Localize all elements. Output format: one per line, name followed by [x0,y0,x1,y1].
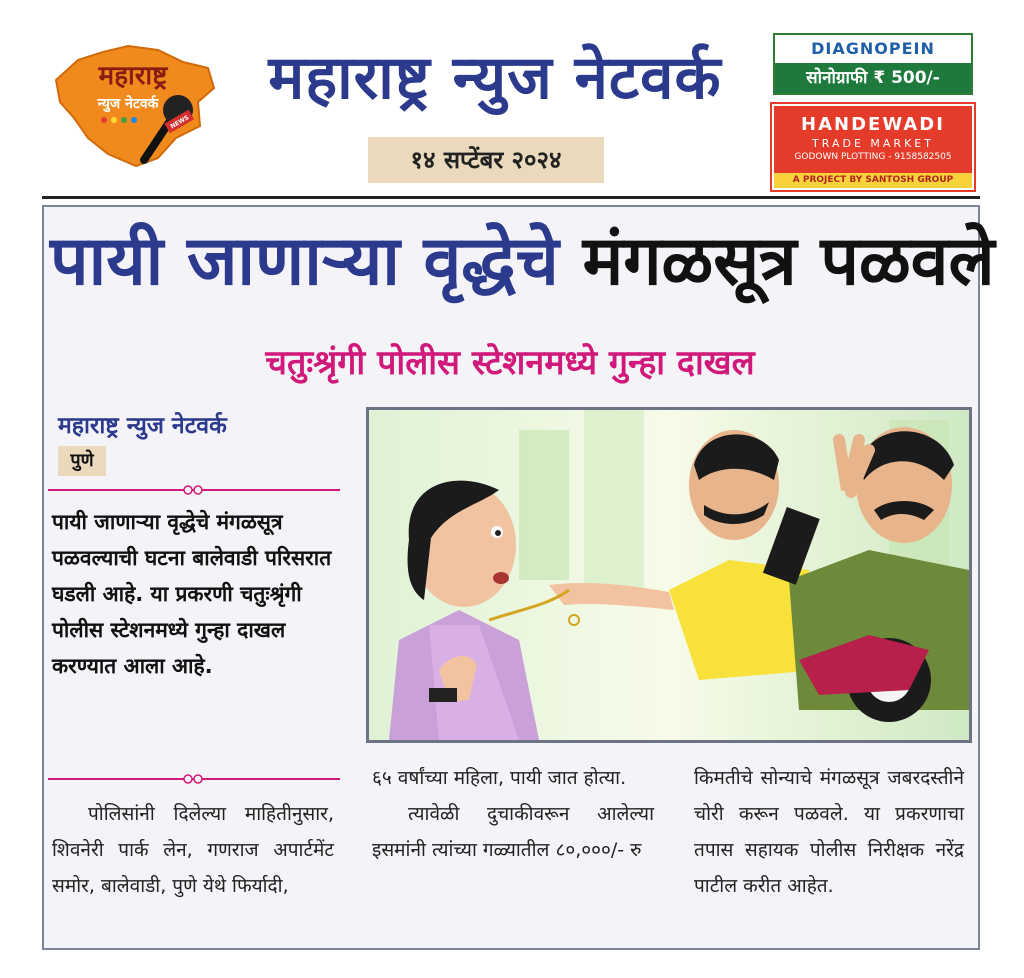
headline-part-1: पायी जाणाऱ्या वृद्धेचे [50,222,559,301]
article-column-2 [372,760,654,868]
column-2-paragraph-2: त्यावेळी दुचाकीवरून आलेल्या इसमांनी त्यांच्या गळ्यातील ८०,०००/- रु [372,803,654,861]
ad-handewadi-name: HANDEWADI [801,114,945,135]
article-subheadline: चतुःश्रृंगी पोलीस स्टेशनमध्ये गुन्हा दाखल [265,343,755,383]
ornament-divider-bottom [48,770,340,782]
headline-part-2: मंगळसूत्र पळवले [582,222,995,301]
logo-subtitle-text: न्युज नेटवर्क [97,96,159,112]
column-1-paragraph: पोलिसांनी दिलेल्या माहितीनुसार, शिवनेरी पार्क लेन, गणराज अपार्टमेंट समोर, बालेवाडी, पुणे येथे फिर्यादी, [52,803,334,897]
article-byline: महाराष्ट्र न्युज नेटवर्क [58,413,227,439]
issue-date: १४ सप्टेंबर २०२४ [368,137,604,183]
maharashtra-map-logo [48,40,218,168]
article-column-3 [694,760,964,904]
ornament-divider-top [48,481,340,493]
ad-handewadi[interactable] [772,104,974,190]
ad-handewadi-footer: A PROJECT BY SANTOSH GROUP [774,173,972,188]
mic-label: NEWS [169,114,191,131]
article-summary: पायी जाणाऱ्या वृद्धेचे मंगळसूत्र पळवल्याची घटना बालेवाडी परिसरात घडली आहे. या प्रकरणी चतुःश्रृंगी पोलीस स्टेशनमध्ये गुन्हा दाखल करण्यात आला आहे. [52,510,332,678]
dateline-city: पुणे [58,446,106,476]
masthead-title: महाराष्ट्र न्युज नेटवर्क [268,43,722,113]
column-3-paragraph: किमतीचे सोन्याचे मंगळसूत्र जबरदस्तीने चोरी करून पळवले. या प्रकरणाचा तपास सहायक पोलीस निरीक्षक नरेंद्र पाटील करीत आहेत. [694,767,964,897]
ad-diagnopein-offer: सोनोग्राफी ₹ 500/- [775,63,971,93]
ad-handewadi-plot: GODOWN PLOTTING - 9158582505 [794,152,952,162]
ad-handewadi-subtitle: TRADE MARKET [812,137,934,150]
article-column-1 [52,796,334,904]
ad-diagnopein-brand: DIAGNOPEIN [811,39,935,58]
article-headline [50,222,995,302]
column-2-paragraph-1: ६५ वर्षांच्या महिला, पायी जात होत्या. [372,767,627,789]
ad-diagnopein[interactable] [773,33,973,95]
logo-title-text: महाराष्ट्र [98,61,168,91]
snatching-illustration [366,407,972,743]
masthead-divider [42,196,980,199]
